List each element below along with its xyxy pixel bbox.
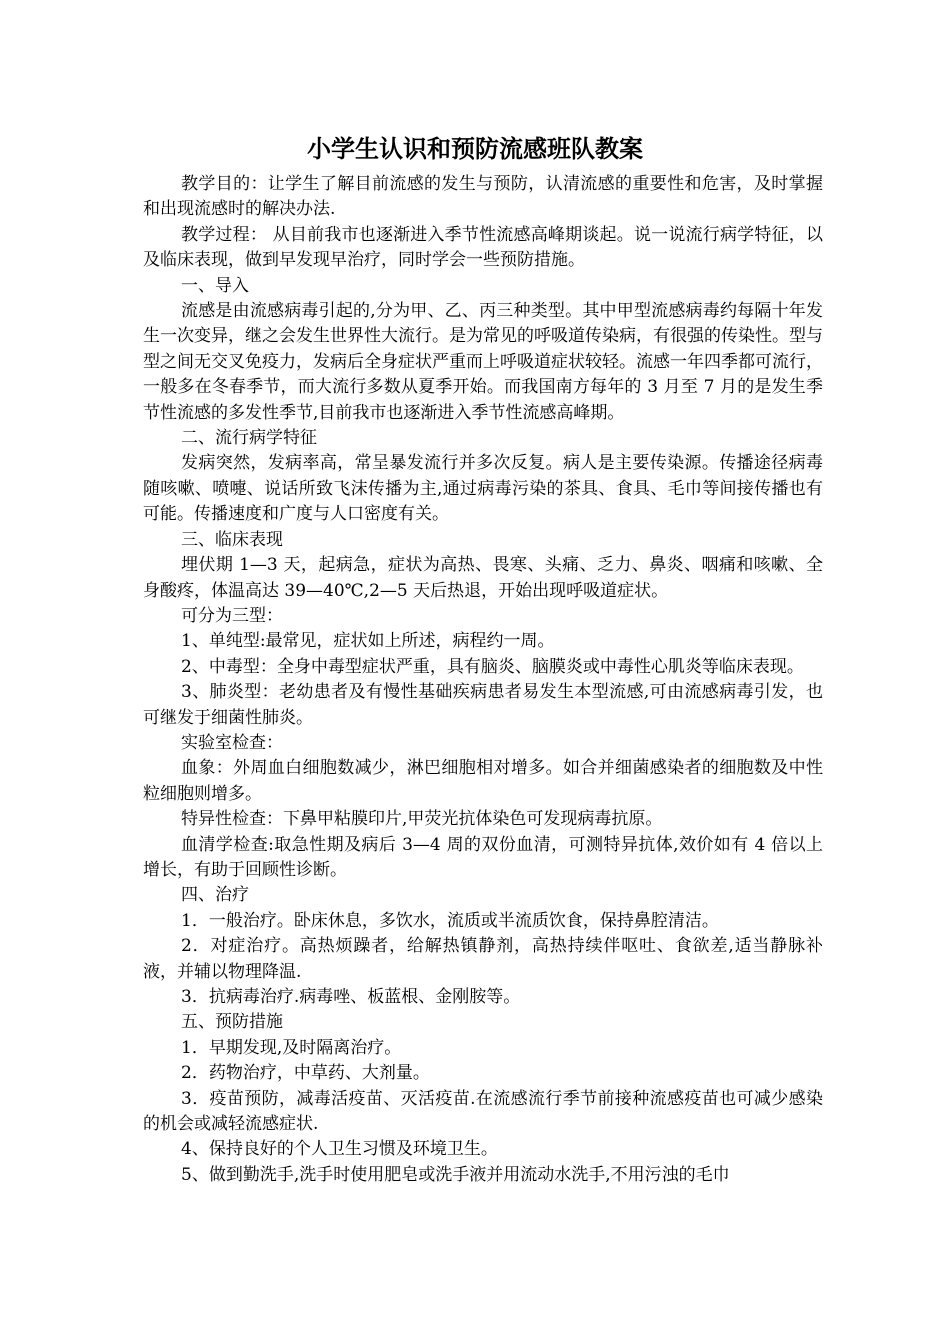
list-item-treatment-2: 2．对症治疗。高热烦躁者，给解热镇静剂，高热持续伴呕吐、食欲差,适当静脉补液，并辅以物理降温. — [143, 936, 823, 982]
paragraph-serology: 血清学检查:取急性期及病后 3—4 周的双份血清，可测特异抗体,效价如有 4 倍以上增长，有助于回顾性诊断。 — [143, 834, 823, 880]
list-item-prevention-1: 1．早期发现,及时隔离治疗。 — [181, 1037, 402, 1058]
paragraph-three-types: 可分为三型： — [181, 605, 283, 626]
list-item-type-3: 3、肺炎型：老幼患者及有慢性基础疾病患者易发生本型流感,可由流感病毒引发，也可继发于细菌性肺炎。 — [143, 682, 823, 728]
list-item-prevention-5: 5、做到勤洗手,洗手时使用肥皂或洗手液并用流动水洗手,不用污浊的毛巾 — [181, 1164, 730, 1185]
section-heading-epidemiology: 二、流行病学特征 — [181, 428, 317, 449]
paragraph-blood: 血象：外周血白细胞数减少，淋巴细胞相对增多。如合并细菌感染者的细胞数及中性粒细胞则增多。 — [143, 758, 823, 804]
section-heading-clinical: 三、临床表现 — [181, 529, 283, 550]
paragraph-process: 教学过程： 从目前我市也逐渐进入季节性流感高峰期谈起。说一说流行病学特征，以及临床表现，做到早发现早治疗，同时学会一些预防措施。 — [143, 224, 823, 271]
section-heading-intro: 一、导入 — [181, 275, 249, 296]
list-item-treatment-3: 3．抗病毒治疗.病毒唑、板蓝根、金刚胺等。 — [181, 987, 521, 1007]
list-item-type-1: 1、单纯型:最常见，症状如上所述，病程约一周。 — [181, 631, 555, 652]
paragraph-clinical: 埋伏期 1—3 天，起病急，症状为高热、畏寒、头痛、乏力、鼻炎、咽痛和咳嗽、全身酸疼，体温高达 39—40℃,2—5 天后热退，开始出现呼吸道症状。 — [143, 555, 823, 601]
subheading-lab-tests: 实验室检查： — [181, 732, 283, 753]
paragraph-epidemiology: 发病突然，发病率高，常呈暴发流行并多次反复。病人是主要传染源。传播途径病毒随咳嗽、喷嚏、说话所致飞沫传播为主,通过病毒污染的茶具、食具、毛巾等间接传播也有可能。传播速度和广度与人口密度有关。 — [143, 453, 823, 525]
list-item-prevention-3: 3．疫苗预防，减毒活疫苗、灭活疫苗.在流感流行季节前接种流感疫苗也可减少感染的机会或减轻流感症状. — [143, 1088, 823, 1135]
list-item-prevention-4: 4、保持良好的个人卫生习惯及环境卫生。 — [181, 1139, 498, 1160]
list-item-type-2: 2、中毒型：全身中毒型症状严重，具有脑炎、脑膜炎或中毒性心肌炎等临床表现。 — [181, 656, 804, 677]
paragraph-intro: 流感是由流感病毒引起的,分为甲、乙、丙三种类型。其中甲型流感病毒约每隔十年发生一次变异，继之会发生世界性大流行。是为常见的呼吸道传染病，有很强的传染性。型与型之间无交叉免疫力，发病后全身症状严重而上呼吸道症状较轻。流感一年四季都可流行，一般多在冬春季节，而大流行多数从夏季开始。而我国南方每年的 3 月至 7 月的是发生季节性流感的多发性季节,目前我市也逐渐进入季节性流感高峰期。 — [143, 301, 823, 423]
list-item-prevention-2: 2．药物治疗，中草药、大剂量。 — [181, 1063, 430, 1084]
paragraph-specific-test: 特异性检查：下鼻甲粘膜印片,甲荧光抗体染色可发现病毒抗原。 — [181, 809, 663, 830]
list-item-treatment-1: 1．一般治疗。卧床休息，多饮水，流质或半流质饮食，保持鼻腔清洁。 — [181, 910, 719, 931]
section-heading-prevention: 五、预防措施 — [181, 1012, 283, 1033]
paragraph-objective: 教学目的：让学生了解目前流感的发生与预防，认清流感的重要性和危害，及时掌握和出现流感时的解决办法. — [143, 174, 823, 220]
document-body — [143, 172, 823, 1188]
document-title: 小学生认识和预防流感班队教案 — [307, 134, 643, 163]
section-heading-treatment: 四、治疗 — [181, 885, 249, 906]
